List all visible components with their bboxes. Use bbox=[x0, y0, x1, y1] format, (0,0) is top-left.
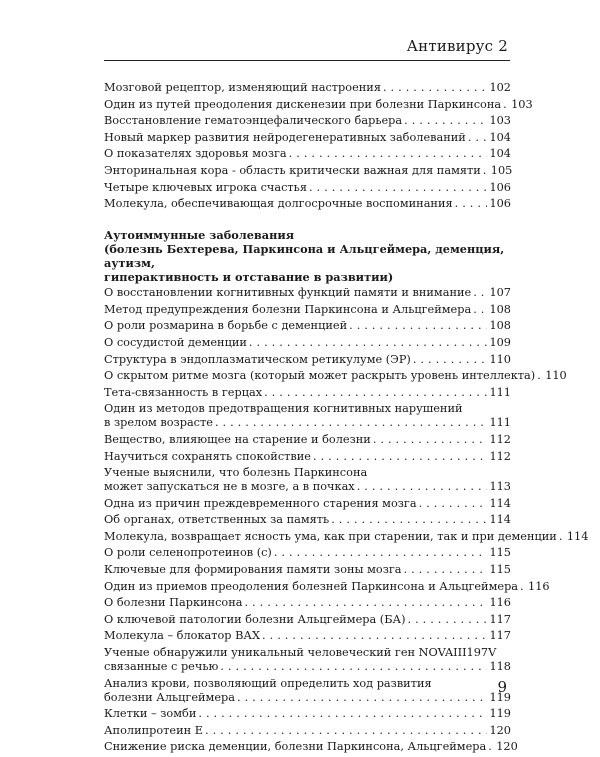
toc-entry-text: может запускаться не в мозге, а в почках bbox=[104, 480, 355, 494]
toc-entry bbox=[104, 286, 511, 300]
toc-entry bbox=[104, 97, 533, 112]
toc-entry-row bbox=[104, 336, 511, 350]
toc-entry-text: Структура в эндоплазматическом ретикулуме (ЭР) bbox=[104, 352, 411, 366]
dot-leader bbox=[503, 98, 509, 112]
toc-entry-row bbox=[104, 579, 550, 594]
toc-entry bbox=[104, 497, 511, 511]
toc-entry-text: Одна из причин преждевременного старения мозга bbox=[104, 496, 417, 510]
toc-entry-row bbox=[104, 433, 511, 447]
dot-leader bbox=[520, 580, 526, 594]
toc-entry-row bbox=[104, 480, 511, 494]
toc-entry-text: в зрелом возрасте bbox=[104, 416, 213, 430]
toc-entry-row bbox=[104, 546, 511, 560]
toc-entry-row bbox=[104, 386, 511, 400]
dot-leader bbox=[404, 114, 487, 128]
dot-leader bbox=[488, 740, 494, 754]
section-title: Аутоиммунные заболевания bbox=[104, 228, 295, 243]
toc-entry-text: Ключевые для формирования памяти зоны мозга bbox=[104, 563, 402, 577]
toc-entry-text: Тета-связанность в герцах bbox=[104, 385, 263, 399]
toc-entry-page: 116 bbox=[528, 579, 550, 593]
toc-entry bbox=[104, 613, 511, 627]
toc-entry-text: О роли розмарина в борьбе с деменцией bbox=[104, 319, 348, 333]
dot-leader bbox=[262, 629, 487, 643]
toc-entry-text-first-line: Анализ крови, позволяющий определить ход развития bbox=[104, 676, 432, 690]
toc-entry-row bbox=[104, 613, 511, 627]
toc-entry-page: 109 bbox=[489, 335, 511, 349]
dot-leader bbox=[357, 480, 488, 494]
toc-entry-text: О роли селенопротеинов (с) bbox=[104, 546, 272, 560]
toc-entry-text: Один из приемов преодоления болезней Паркинсона и Альцгеймера bbox=[104, 579, 519, 593]
dot-leader bbox=[274, 546, 488, 560]
toc-entry-page: 104 bbox=[489, 147, 511, 161]
toc-entry bbox=[104, 114, 511, 128]
toc-entry bbox=[104, 563, 511, 577]
toc-entry-text: Молекула, возвращает ясность ума, как при старении, так и при деменции bbox=[104, 529, 557, 543]
toc-entry-row bbox=[104, 114, 511, 128]
toc-entry-page: 120 bbox=[489, 723, 511, 737]
toc-entry-text: Метод предупреждения болезни Паркинсона и Альцгеймера bbox=[104, 302, 472, 316]
running-header-title: Антивирус 2 bbox=[406, 37, 508, 55]
toc-entry-text: Четыре ключевых игрока счастья bbox=[104, 180, 307, 194]
toc-entry-text: Клетки – зомби bbox=[104, 707, 197, 721]
toc-entry-text: О показателях здоровья мозга bbox=[104, 147, 287, 161]
toc-entry bbox=[104, 629, 511, 643]
toc-entry bbox=[104, 707, 511, 721]
toc-entry-row bbox=[104, 691, 511, 705]
toc-entry-page: 107 bbox=[489, 286, 511, 300]
section-subtitle-line-2: гиперактивность и отставание в развитии) bbox=[104, 270, 394, 285]
toc-entry-page: 117 bbox=[489, 629, 511, 643]
toc-entry bbox=[104, 131, 511, 145]
toc-entry-page: 118 bbox=[489, 660, 511, 674]
toc-entry-page: 116 bbox=[489, 596, 511, 610]
toc-entry-text: Молекула – блокатор ВАХ bbox=[104, 629, 261, 643]
toc-entry-text: Энторинальная кора - область критически важная для памяти bbox=[104, 163, 481, 177]
toc-entry-row bbox=[104, 164, 511, 178]
toc-entry bbox=[104, 197, 511, 211]
toc-entry-row bbox=[104, 660, 511, 674]
dot-leader bbox=[468, 131, 488, 145]
dot-leader bbox=[404, 563, 488, 577]
toc-entry-row bbox=[104, 286, 511, 300]
toc-entry-text-first-line: Ученые выяснили, что болезнь Паркинсона bbox=[104, 466, 368, 480]
toc-entry bbox=[104, 81, 511, 95]
toc-entry-page: 106 bbox=[489, 180, 511, 194]
toc-group-autoimmune bbox=[104, 286, 589, 754]
toc-entry-page: 112 bbox=[489, 449, 511, 463]
dot-leader bbox=[473, 303, 487, 317]
toc-entry bbox=[104, 369, 567, 383]
toc-entry-page: 119 bbox=[489, 690, 511, 704]
toc-entry-page: 115 bbox=[489, 563, 511, 577]
toc-entry bbox=[104, 466, 511, 494]
toc-entry-page: 111 bbox=[489, 416, 511, 430]
toc-entry bbox=[104, 433, 511, 447]
toc-entry-text: болезни Альцгеймера bbox=[104, 690, 235, 704]
toc-entry-text: Восстановление гематоэнцефалического барьера bbox=[104, 114, 403, 128]
toc-group-brain bbox=[104, 81, 533, 211]
toc-entry-row bbox=[104, 147, 511, 161]
toc-entry-text: Научиться сохранять спокойствие bbox=[104, 449, 311, 463]
toc-entry-page: 104 bbox=[489, 130, 511, 144]
toc-entry-row bbox=[104, 740, 518, 754]
dot-leader bbox=[559, 530, 565, 544]
dot-leader bbox=[215, 416, 488, 430]
toc-entry-text: Новый маркер развития нейродегенеративных заболеваний bbox=[104, 130, 466, 144]
dot-leader bbox=[289, 147, 488, 161]
toc-entry bbox=[104, 740, 518, 754]
toc-entry-page: 112 bbox=[489, 432, 511, 446]
toc-entry-text-first-line: Один из методов предотвращения когнитивных нарушений bbox=[104, 402, 463, 416]
toc-entry-text: Мозговой рецептор, изменяющий настроения bbox=[104, 81, 381, 94]
toc-entry-page: 106 bbox=[489, 197, 511, 211]
toc-entry bbox=[104, 546, 511, 560]
toc-entry-text: Один из путей преодоления дискенезии при болезни Паркинсона bbox=[104, 97, 502, 111]
toc-entry-row bbox=[104, 563, 511, 577]
toc-entry bbox=[104, 164, 511, 178]
toc-entry-text: Вещество, влияющее на старение и болезни bbox=[104, 432, 371, 446]
section-subtitle-line-1: (болезнь Бехтерева, Паркинсона и Альцгеймера, деменция, аутизм, bbox=[104, 242, 505, 271]
toc-entry-row bbox=[104, 497, 511, 511]
toc-entry-page: 119 bbox=[489, 707, 511, 721]
toc-entry-row bbox=[104, 81, 511, 95]
toc-entry-row bbox=[104, 513, 511, 527]
toc-entry-page: 115 bbox=[489, 546, 511, 560]
dot-leader bbox=[483, 164, 489, 178]
toc-entry-page: 105 bbox=[490, 163, 513, 177]
toc-entry-row bbox=[104, 450, 511, 464]
toc-entry-text: связанные с речью bbox=[104, 660, 219, 674]
toc-entry bbox=[104, 336, 511, 350]
dot-leader bbox=[313, 450, 487, 464]
header-divider bbox=[104, 60, 510, 61]
toc-entry-row bbox=[104, 319, 511, 333]
toc-entry-text: О ключевой патологии болезни Альцгеймера (БА) bbox=[104, 612, 406, 626]
dot-leader bbox=[373, 433, 488, 447]
dot-leader bbox=[383, 81, 487, 95]
toc-entry-row bbox=[104, 181, 511, 195]
toc-entry-page: 103 bbox=[489, 114, 511, 128]
toc-entry bbox=[104, 579, 550, 594]
toc-entry-text: Снижение риска деменции, болезни Паркинсона, Альцгеймера bbox=[104, 740, 487, 754]
toc-entry-page: 120 bbox=[496, 740, 518, 754]
toc-entry-row bbox=[104, 353, 511, 367]
toc-entry bbox=[104, 386, 511, 400]
toc-entry-page: 108 bbox=[489, 319, 511, 333]
toc-entry bbox=[104, 319, 511, 333]
dot-leader bbox=[413, 353, 488, 367]
toc-entry bbox=[104, 147, 511, 161]
toc-entry bbox=[104, 450, 511, 464]
toc-entry-text-first-line: Ученые обнаружили уникальный человеческий ген NOVAIII197V bbox=[104, 646, 497, 660]
toc-entry bbox=[104, 529, 589, 544]
dot-leader bbox=[309, 181, 487, 195]
dot-leader bbox=[249, 336, 488, 350]
toc-entry-page: 111 bbox=[489, 385, 511, 399]
toc-entry-page: 114 bbox=[489, 496, 511, 510]
section-heading bbox=[104, 228, 511, 284]
dot-leader bbox=[349, 319, 487, 333]
toc-entry bbox=[104, 677, 511, 705]
toc-entry bbox=[104, 402, 511, 430]
dot-leader bbox=[407, 613, 487, 627]
toc-entry bbox=[104, 724, 511, 738]
toc-entry-text: О скрытом ритме мозга (который может раскрыть уровень интеллекта) bbox=[104, 369, 536, 383]
page-number: 9 bbox=[497, 678, 507, 696]
toc-entry-text: О восстановлении когнитивных функций памяти и внимание bbox=[104, 286, 472, 300]
toc-entry-text: Аполипротеин Е bbox=[104, 723, 203, 737]
toc-entry bbox=[104, 513, 511, 527]
toc-entry-text: Об органах, ответственных за память bbox=[104, 513, 330, 527]
dot-leader bbox=[220, 660, 487, 674]
dot-leader bbox=[537, 369, 543, 383]
toc-entry-row bbox=[104, 596, 511, 610]
toc-entry-page: 110 bbox=[489, 352, 511, 366]
toc-entry bbox=[104, 181, 511, 195]
toc-entry-row bbox=[104, 707, 511, 721]
toc-entry-page: 110 bbox=[545, 369, 567, 383]
toc-entry-page: 114 bbox=[489, 513, 511, 527]
toc-entry-row bbox=[104, 131, 511, 145]
dot-leader bbox=[244, 596, 487, 610]
toc-entry-text: Молекула, обеспечивающая долгосрочные воспоминания bbox=[104, 197, 453, 211]
dot-leader bbox=[205, 724, 487, 738]
toc-entry bbox=[104, 353, 511, 367]
toc-entry-row bbox=[104, 369, 567, 383]
toc-entry bbox=[104, 596, 511, 610]
dot-leader bbox=[331, 513, 487, 527]
toc-entry-row bbox=[104, 724, 511, 738]
toc-entry-row bbox=[104, 303, 511, 317]
toc-entry-page: 108 bbox=[489, 302, 511, 316]
dot-leader bbox=[419, 497, 488, 511]
toc-entry-page: 117 bbox=[489, 612, 511, 626]
toc-entry bbox=[104, 303, 511, 317]
toc-entry-row bbox=[104, 197, 511, 211]
dot-leader bbox=[455, 197, 488, 211]
dot-leader bbox=[198, 707, 487, 721]
dot-leader bbox=[237, 691, 487, 705]
toc-entry-text: О болезни Паркинсона bbox=[104, 596, 243, 610]
toc-entry-page: 114 bbox=[566, 529, 589, 543]
toc-entry-row bbox=[104, 416, 511, 430]
dot-leader bbox=[473, 286, 487, 300]
toc-entry-page: 102 bbox=[489, 81, 511, 94]
toc-entry-row bbox=[104, 97, 533, 112]
toc-entry-page: 103 bbox=[511, 97, 533, 111]
toc-entry bbox=[104, 646, 511, 674]
dot-leader bbox=[264, 386, 487, 400]
toc-entry-text: О сосудистой деменции bbox=[104, 335, 247, 349]
toc-entry-row bbox=[104, 529, 589, 544]
toc-entry-row bbox=[104, 629, 511, 643]
toc-entry-page: 113 bbox=[489, 480, 511, 494]
table-of-contents bbox=[104, 81, 589, 757]
